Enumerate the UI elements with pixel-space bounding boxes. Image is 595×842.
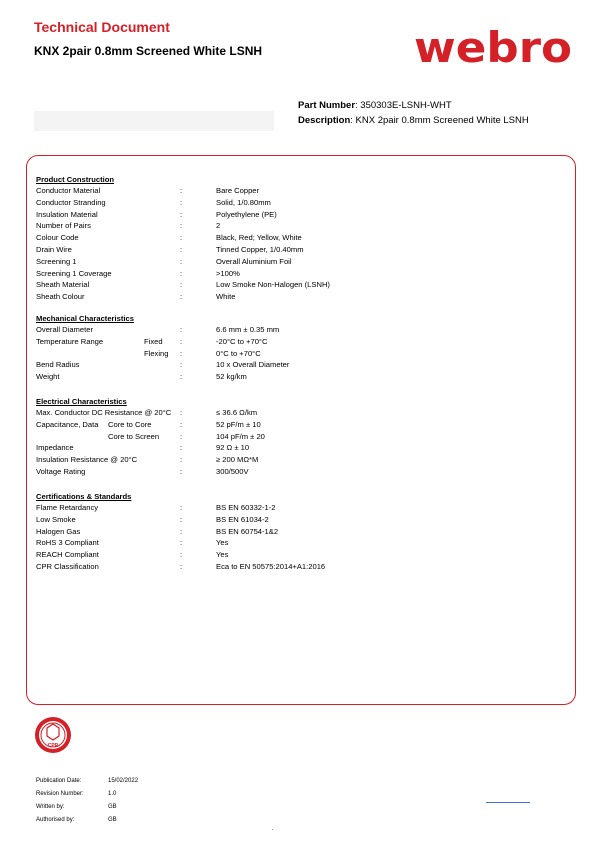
spec-label: RoHS 3 Compliant xyxy=(36,538,99,548)
footer-label: Revision Number: xyxy=(36,791,84,797)
colon: : xyxy=(180,292,183,302)
spec-label: Conductor Material xyxy=(36,186,101,195)
footer-authorised-by xyxy=(36,817,117,823)
part-number-line xyxy=(298,100,452,111)
spec-label: Insulation Resistance @ 20°C xyxy=(36,455,138,465)
spec-row xyxy=(36,337,556,349)
spec-label: Overall Diameter xyxy=(36,325,93,334)
spec-value: 104 pF/m ± 20 xyxy=(216,431,265,441)
colon: : xyxy=(180,443,183,453)
cpr-badge-icon xyxy=(34,716,72,754)
spec-label: Halogen Gas xyxy=(36,526,81,536)
description-line xyxy=(298,115,529,126)
colon: : xyxy=(180,280,183,290)
footer-label: Written by: xyxy=(36,804,65,810)
colon: : xyxy=(180,550,183,560)
spec-value: White xyxy=(216,292,236,302)
spec-value: Tinned Copper, 1/0.40mm xyxy=(216,244,304,254)
spec-label: Insulation Material xyxy=(36,209,98,219)
footer-label: Publication Date: xyxy=(36,778,82,784)
spec-value: Black, Red; Yellow, White xyxy=(216,233,302,243)
spec-label: Capacitance, Data xyxy=(36,419,99,429)
footer-revision-number xyxy=(36,791,117,797)
colon: : xyxy=(180,209,183,219)
colon: : xyxy=(180,244,183,254)
colon: : xyxy=(180,256,183,266)
spec-row xyxy=(36,467,556,479)
spec-sublabel: Flexing xyxy=(144,348,169,358)
colon: : xyxy=(180,431,183,441)
logo-text: webro xyxy=(414,26,572,70)
spec-sublabel: Core to Core xyxy=(108,419,152,429)
colon: : xyxy=(180,455,183,465)
spec-row xyxy=(36,210,556,222)
spec-row xyxy=(36,550,556,562)
spec-row xyxy=(36,562,556,574)
spec-value: BS EN 60754-1&2 xyxy=(216,526,279,536)
spec-value: BS EN 60332-1-2 xyxy=(216,503,276,512)
spec-sublabel: Core to Screen xyxy=(108,431,160,441)
colon: : xyxy=(180,197,183,207)
spec-value: Polyethylene (PE) xyxy=(216,209,277,219)
spec-value: Overall Aluminium Foil xyxy=(216,256,292,266)
spec-row xyxy=(36,538,556,550)
footer-value: GB xyxy=(108,817,117,823)
spec-label: Number of Pairs xyxy=(36,221,91,231)
part-number-value: : 350303E-LSNH-WHT xyxy=(355,100,452,111)
spec-row xyxy=(36,372,556,384)
colon: : xyxy=(180,561,183,571)
spec-label: Drain Wire xyxy=(36,244,72,254)
spec-value: Bare Copper xyxy=(216,186,260,195)
spec-value: ≤ 36.6 Ω/km xyxy=(216,408,258,417)
spec-label: Screening 1 Coverage xyxy=(36,268,112,278)
certifications-section xyxy=(36,492,556,574)
spec-row xyxy=(36,443,556,455)
spec-value: 92 Ω ± 10 xyxy=(216,443,250,453)
colon: : xyxy=(180,538,183,548)
colon: : xyxy=(180,503,183,512)
spec-row xyxy=(36,269,556,281)
section-title: Product Construction xyxy=(36,175,115,184)
cpr-badge-text: CPR xyxy=(47,743,59,749)
spec-label: Bend Radius xyxy=(36,360,80,370)
spec-value: -20°C to +70°C xyxy=(216,336,268,346)
spec-label: Flame Retardancy xyxy=(36,503,99,512)
description-label: Description xyxy=(298,115,351,126)
spec-label: CPR Classification xyxy=(36,561,99,571)
spec-value: 0°C to +70°C xyxy=(216,348,261,358)
colon: : xyxy=(180,360,183,370)
spec-value: BS EN 61034-2 xyxy=(216,514,269,524)
footer-value: 15/02/2022 xyxy=(108,778,139,784)
spec-label: Impedance xyxy=(36,443,74,453)
spec-row xyxy=(36,503,556,515)
spec-value: Low Smoke Non-Halogen (LSNH) xyxy=(216,280,330,290)
spec-value: 10 x Overall Diameter xyxy=(216,360,290,370)
spec-row xyxy=(36,408,556,420)
colon: : xyxy=(180,514,183,524)
spec-row xyxy=(36,420,556,432)
colon: : xyxy=(180,526,183,536)
spec-row xyxy=(36,221,556,233)
footer-written-by xyxy=(36,804,117,810)
spec-row xyxy=(36,527,556,539)
spec-label: Colour Code xyxy=(36,233,79,243)
spec-row xyxy=(36,186,556,198)
spec-value: Yes xyxy=(216,538,229,548)
spec-value: 300/500V xyxy=(216,466,249,476)
colon: : xyxy=(180,221,183,231)
spec-value: ≥ 200 MΩ*M xyxy=(216,455,259,465)
colon: : xyxy=(180,466,183,476)
spec-value: 52 pF/m ± 10 xyxy=(216,419,261,429)
product-title: KNX 2pair 0.8mm Screened White LSNH xyxy=(34,44,263,58)
page-dot xyxy=(272,829,273,830)
footer-label: Authorised by: xyxy=(36,817,75,823)
part-number-label: Part Number xyxy=(298,100,356,111)
footer-value: 1.0 xyxy=(108,791,117,797)
spec-row xyxy=(36,455,556,467)
spec-value: >100% xyxy=(216,268,240,278)
spec-value: 2 xyxy=(216,221,221,231)
spec-label: Max. Conductor DC Resistance @ 20°C xyxy=(36,408,172,417)
spec-sublabel: Fixed xyxy=(144,336,163,346)
spec-row xyxy=(36,360,556,372)
colon: : xyxy=(180,408,183,417)
spec-label: Sheath Colour xyxy=(36,292,85,302)
section-title: Certifications & Standards xyxy=(36,492,132,501)
spec-value: 52 kg/km xyxy=(216,372,247,382)
colon: : xyxy=(180,186,183,195)
description-value: : KNX 2pair 0.8mm Screened White LSNH xyxy=(350,115,529,126)
spec-value: Solid, 1/0.80mm xyxy=(216,197,271,207)
spec-row xyxy=(36,198,556,210)
colon: : xyxy=(180,336,183,346)
spec-row xyxy=(36,280,556,292)
section-title: Electrical Characteristics xyxy=(36,397,127,406)
spec-row xyxy=(36,515,556,527)
footer-link-underline[interactable] xyxy=(486,802,530,803)
colon: : xyxy=(180,268,183,278)
spec-row xyxy=(36,432,556,444)
colon: : xyxy=(180,419,183,429)
spec-row xyxy=(36,349,556,361)
spec-label: Voltage Rating xyxy=(36,466,86,476)
spec-label: REACH Compliant xyxy=(36,550,99,560)
spec-row xyxy=(36,257,556,269)
spec-value: Yes xyxy=(216,550,229,560)
colon: : xyxy=(180,372,183,382)
footer-value: GB xyxy=(108,804,117,810)
section-title: Mechanical Characteristics xyxy=(36,314,134,323)
spec-value: 6.6 mm ± 0.35 mm xyxy=(216,325,280,334)
colon: : xyxy=(180,325,183,334)
spec-row xyxy=(36,292,556,304)
product-construction-section xyxy=(36,175,556,304)
spec-value: Eca to EN 50575:2014+A1:2016 xyxy=(216,561,326,571)
webro-logo xyxy=(414,26,574,70)
footer-publication-date xyxy=(36,778,139,784)
spec-row xyxy=(36,325,556,337)
colon: : xyxy=(180,348,183,358)
spec-label: Temperature Range xyxy=(36,336,104,346)
spec-label: Low Smoke xyxy=(36,514,76,524)
document-type-heading: Technical Document xyxy=(34,19,170,35)
electrical-section xyxy=(36,397,556,479)
header-shade-bar xyxy=(34,111,274,131)
spec-label: Screening 1 xyxy=(36,256,77,266)
spec-label: Weight xyxy=(36,372,60,382)
spec-label: Conductor Stranding xyxy=(36,197,106,207)
spec-row xyxy=(36,233,556,245)
colon: : xyxy=(180,233,183,243)
spec-row xyxy=(36,245,556,257)
mechanical-section xyxy=(36,314,556,384)
spec-label: Sheath Material xyxy=(36,280,90,290)
